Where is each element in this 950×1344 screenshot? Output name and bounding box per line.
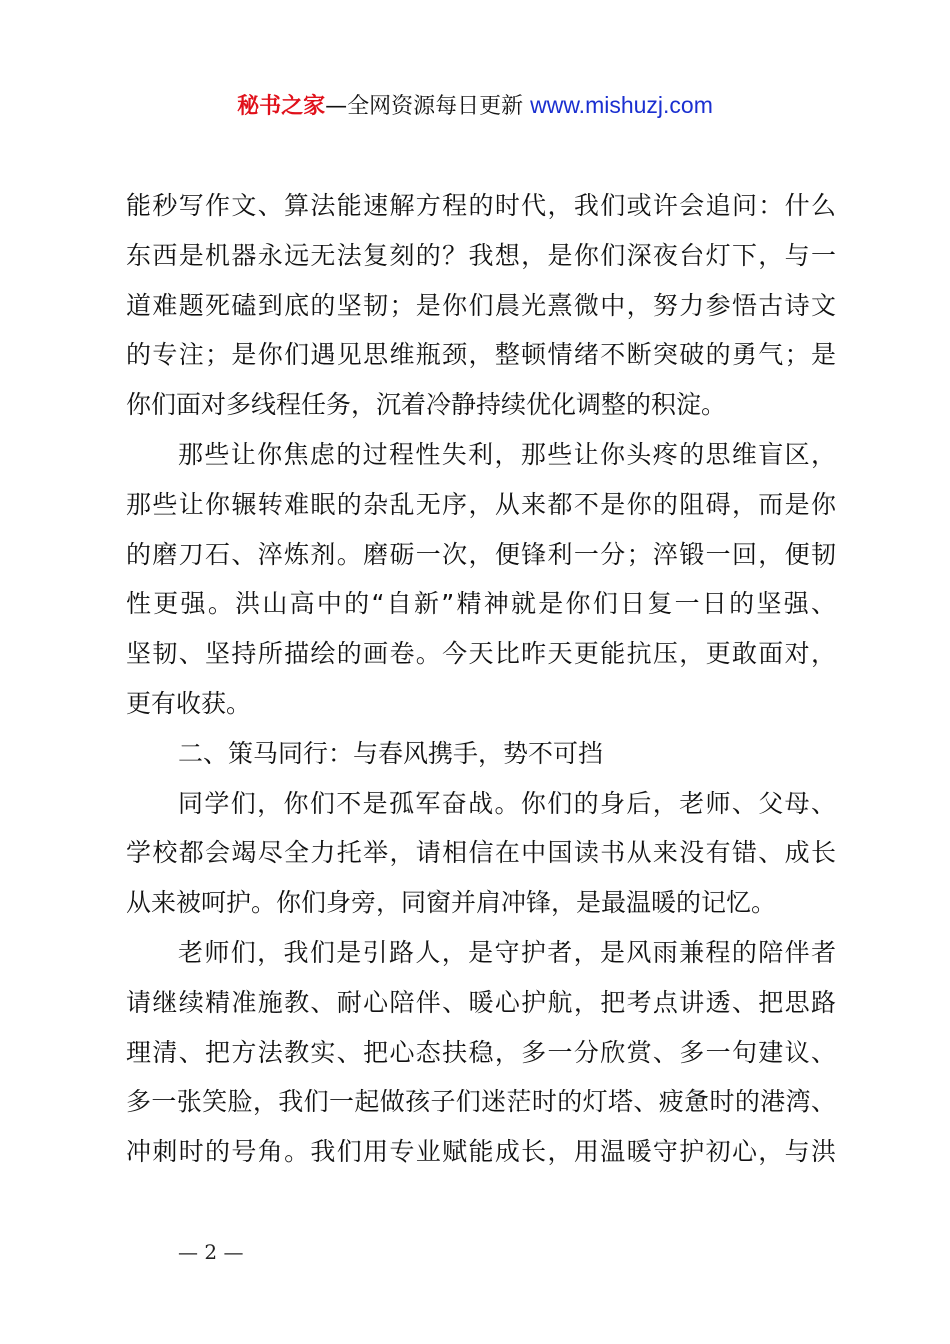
text-line: 学校都会竭尽全力托举，请相信在中国读书从来没有错、成长 (126, 838, 836, 868)
brand-name: 秘书之家 (237, 94, 326, 119)
text-line: 老师们，我们是引路人，是守护者，是风雨兼程的陪伴者 (178, 937, 836, 967)
text-line: 更有收获。 (126, 688, 252, 718)
text-line: 性更强。洪山高中的“自新”精神就是你们日复一日的坚强、 (126, 589, 836, 619)
text-line: 道难题死磕到底的坚韧；是你们晨光熹微中，努力参悟古诗文 (126, 290, 836, 320)
section-heading: 二、策马同行：与春风携手，势不可挡 (178, 738, 604, 768)
text-line: 坚韧、坚持所描绘的画卷。今天比昨天更能抗压，更敢面对， (126, 639, 836, 669)
page-number: — 2 — (178, 1240, 244, 1264)
header-url[interactable]: www.mishuzj.com (530, 92, 713, 118)
text-line: 那些让你辗转难眠的杂乱无序，从来都不是你的阻碍，而是你 (126, 489, 836, 519)
text-line: 能秒写作文、算法能速解方程的时代，我们或许会追问：什么 (126, 191, 836, 220)
text-line: 多一张笑脸，我们一起做孩子们迷茫时的灯塔、疲惫时的港湾、 (126, 1087, 836, 1117)
text-line: 同学们，你们不是孤军奋战。你们的身后，老师、父母、 (178, 788, 836, 818)
document-body (126, 181, 836, 1177)
text-line: 冲刺时的号角。我们用专业赋能成长，用温暖守护初心，与洪 (126, 1137, 836, 1167)
text-line: 你们面对多线程任务，沉着冷静持续优化调整的积淀。 (126, 390, 727, 420)
header-tagline: —全网资源每日更新 (325, 94, 524, 119)
text-line: 那些让你焦虑的过程性失利，那些让你头疼的思维盲区， (178, 439, 836, 469)
text-line: 东西是机器永远无法复刻的？我想，是你们深夜台灯下，与一 (126, 240, 836, 270)
text-line: 的磨刀石、淬炼剂。磨砺一次，便锋利一分；淬锻一回，便韧 (126, 539, 836, 569)
page-header (0, 86, 950, 126)
text-line: 请继续精准施教、耐心陪伴、暖心护航，把考点讲透、把思路 (126, 987, 836, 1017)
text-line: 的专注；是你们遇见思维瓶颈，整顿情绪不断突破的勇气；是 (126, 340, 836, 370)
text-line: 理清、把方法教实、把心态扶稳，多一分欣赏、多一句建议、 (126, 1037, 836, 1067)
text-line: 从来被呵护。你们身旁，同窗并肩冲锋，是最温暖的记忆。 (126, 888, 777, 918)
